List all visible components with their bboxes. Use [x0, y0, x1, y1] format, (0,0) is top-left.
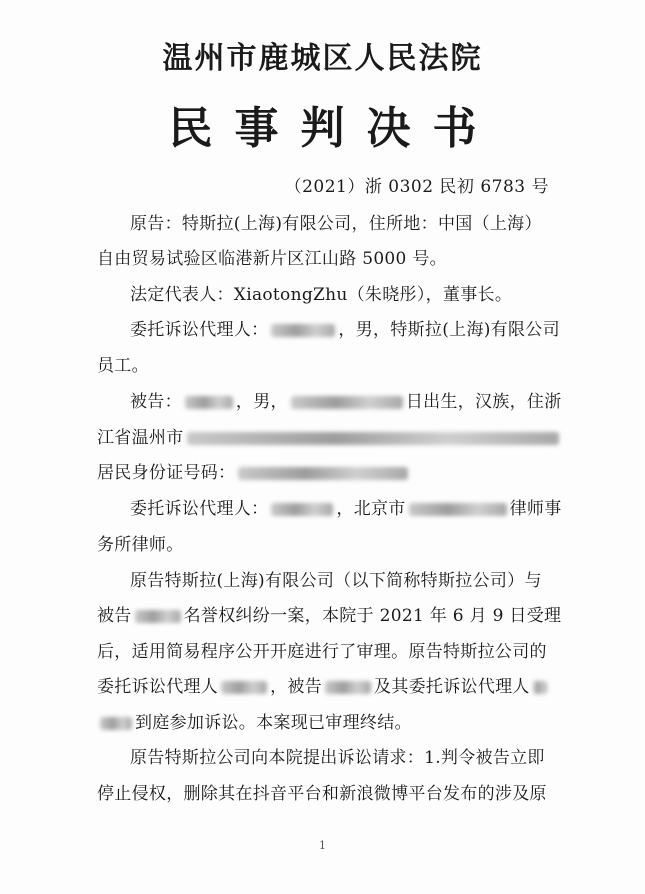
- id-number-label: 居民身份证号码：: [97, 463, 236, 483]
- redacted-name: [221, 681, 267, 694]
- defendant-line-3: [97, 458, 411, 483]
- plaintiff-line-2: 自由贸易试验区临港新片区江山路 5000 号。: [97, 249, 447, 269]
- procedure-case-intake: 名誉权纠纷一案，本院于 2021 年 6 月 9 日受理: [183, 606, 562, 626]
- defendant-detail: 日出生，汉族，住浙: [405, 392, 562, 412]
- defendant-line-2: [97, 423, 562, 448]
- defendant-agent-line-1: [130, 494, 562, 519]
- procedure-defendant-label-2: ，被告: [270, 677, 323, 697]
- procedure-line-1: 原告特斯拉(上海)有限公司（以下简称特斯拉公司）与: [130, 571, 542, 591]
- legal-representative-line: 法定代表人：XiaotongZhu（朱晓彤），董事长。: [130, 285, 513, 305]
- defendant-agent-city: ，北京市: [336, 499, 406, 519]
- procedure-agent-label: 委托诉讼代理人: [97, 677, 219, 697]
- procedure-defendant-label: 被告: [97, 606, 132, 626]
- redacted-id-number: [238, 467, 408, 480]
- redacted-name: [271, 324, 335, 337]
- court-title: 温州市鹿城区人民法院: [162, 41, 483, 76]
- case-number: （2021）浙 0302 民初 6783 号: [284, 177, 549, 197]
- redacted-birthdate: [291, 396, 403, 409]
- redacted-name: [325, 681, 371, 694]
- procedure-line-4: [97, 672, 550, 697]
- procedure-line-5: [97, 708, 412, 733]
- plaintiff-agent-line-1: [130, 315, 560, 340]
- redacted-name: [100, 717, 132, 730]
- redacted-law-firm: [409, 503, 507, 516]
- procedure-attendance: 到庭参加诉讼。本案现已审理终结。: [135, 713, 412, 733]
- plaintiff-agent-label: 委托诉讼代理人：: [130, 320, 269, 340]
- defendant-agent-label: 委托诉讼代理人：: [130, 499, 269, 519]
- plaintiff-line-1: 原告：特斯拉(上海)有限公司，住所地：中国（上海）: [130, 214, 542, 234]
- defendant-label: 被告：: [130, 392, 182, 412]
- document-title: 民事判决书: [168, 103, 499, 154]
- defendant-agent-line-2: 务所律师。: [97, 535, 184, 555]
- redacted-name: [533, 681, 547, 694]
- defendant-agent-firm-suffix: 律师事: [509, 499, 562, 519]
- defendant-address-prefix: 江省温州市: [97, 428, 184, 448]
- plaintiff-agent-line-2: 员工。: [97, 356, 149, 376]
- procedure-agent-label-2: 及其委托诉讼代理人: [374, 677, 530, 697]
- page-number: 1: [319, 839, 326, 852]
- redacted-name: [271, 503, 333, 516]
- plaintiff-agent-detail: ，男，特斯拉(上海)有限公司: [338, 320, 560, 340]
- redacted-address: [187, 432, 559, 445]
- claims-line-2: 停止侵权，删除其在抖音平台和新浪微博平台发布的涉及原: [97, 784, 547, 804]
- claims-line-1: 原告特斯拉公司向本院提出诉讼请求：1.判令被告立即: [130, 748, 545, 768]
- procedure-line-3: 后，适用简易程序公开开庭进行了审理。原告特斯拉公司的: [97, 642, 547, 662]
- redacted-name: [135, 610, 181, 623]
- defendant-line-1: [130, 387, 562, 412]
- defendant-gender: ，男，: [235, 392, 288, 412]
- redacted-name: [185, 396, 233, 409]
- procedure-line-2: [97, 601, 561, 626]
